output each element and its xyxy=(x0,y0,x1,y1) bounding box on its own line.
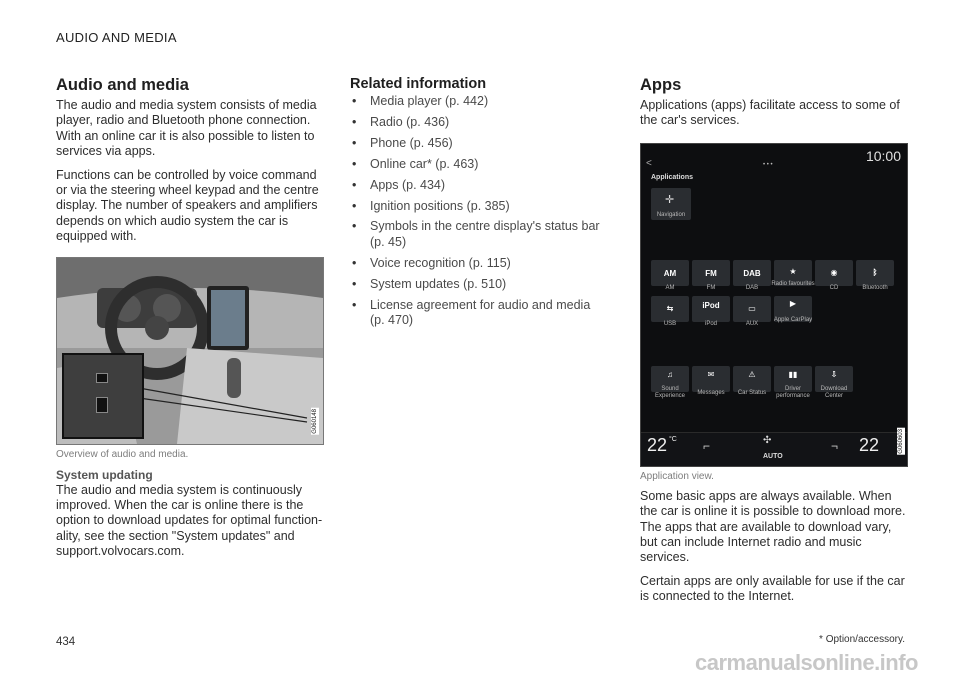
app-tile-bluetooth xyxy=(856,260,894,286)
related-link[interactable]: • System updates (p. 510) xyxy=(350,277,605,292)
app-label-ipod: iPod xyxy=(704,320,717,327)
apps-paragraph-3: Certain apps are only available for use if the car is connected to the Internet. xyxy=(640,573,905,604)
auto-label: AUTO xyxy=(763,452,783,460)
screen-code: G060603 xyxy=(898,428,904,454)
fan-icon: ✣ xyxy=(763,434,772,446)
related-link[interactable]: • Online car* (p. 463) xyxy=(350,157,605,172)
dashboard-photo xyxy=(56,257,324,445)
column-apps xyxy=(640,76,908,613)
back-icon: < xyxy=(646,157,652,169)
application-view-screenshot xyxy=(640,143,908,467)
photo-code: G060148 xyxy=(312,408,318,434)
related-link[interactable]: • Ignition positions (p. 385) xyxy=(350,199,605,214)
app-tile-cd xyxy=(815,260,853,286)
pager-dots-icon: • • • xyxy=(763,161,773,168)
app-label-car-status: Car Status xyxy=(737,389,767,396)
dab-icon: DAB xyxy=(743,268,761,278)
screenshot-caption: Application view. xyxy=(640,470,714,482)
app-label-bluetooth: Bluetooth xyxy=(862,284,888,291)
app-tile-car-status xyxy=(733,366,771,392)
aux-icon: ▭ xyxy=(748,303,756,313)
app-tile-dab xyxy=(733,260,771,286)
app-tile-am xyxy=(651,260,689,286)
section-title: Audio and media xyxy=(56,76,189,94)
download-icon: ⇩ xyxy=(830,369,838,379)
app-label-aux: AUX xyxy=(745,320,759,327)
column-related-information xyxy=(350,76,605,334)
message-icon: ✉ xyxy=(707,369,715,379)
inset-detail xyxy=(62,353,144,439)
watermark: carmanualsonline.info xyxy=(695,650,918,675)
intro-paragraph: The audio and media system consists of media player, radio and Bluetooth phone connection. With an online car it is also possible to listen to services via apps. xyxy=(56,98,317,159)
compass-icon: ✛ xyxy=(665,193,675,206)
photo-caption: Overview of audio and media. xyxy=(56,448,189,460)
music-icon: ♫ xyxy=(667,369,673,379)
apps-intro: Applications (apps) facilitate access to some of the car's services. xyxy=(640,98,900,128)
app-tile-messages xyxy=(692,366,730,392)
nav-label: Navigation xyxy=(656,211,686,218)
related-link[interactable]: • Voice recognition (p. 115) xyxy=(350,256,605,271)
screen-heading: Applications xyxy=(651,173,694,181)
app-label-dab: DAB xyxy=(745,284,759,291)
page-number: 434 xyxy=(56,636,76,648)
related-link[interactable]: • Apps (p. 434) xyxy=(350,178,605,193)
temp-unit: °C xyxy=(669,435,677,443)
app-label-sound: Sound Experience xyxy=(654,385,686,399)
temp-right: 22 xyxy=(859,434,880,455)
fm-icon: FM xyxy=(705,268,717,278)
app-label-cd: CD xyxy=(829,284,839,291)
aux-port-icon xyxy=(96,397,108,413)
related-link[interactable]: • License agreement for audio and media (p. 470) xyxy=(350,298,605,329)
bluetooth-icon: ᛒ xyxy=(872,267,878,277)
section-header: AUDIO AND MEDIA xyxy=(56,30,177,45)
bars-icon: ▮▮ xyxy=(788,369,798,379)
screen-time: 10:00 xyxy=(865,147,901,164)
footnote: * Option/accessory. xyxy=(819,634,905,645)
related-title: Related information xyxy=(350,76,487,92)
related-list xyxy=(350,94,605,328)
app-label-download-center: Download Center xyxy=(820,385,848,399)
climate-bar xyxy=(641,432,907,467)
usb-port-icon xyxy=(96,373,108,383)
app-label-fm: FM xyxy=(706,284,716,291)
app-tile-usb xyxy=(651,296,689,322)
app-label-am: AM xyxy=(665,284,675,291)
ipod-icon: iPod xyxy=(702,300,720,310)
seat-left-icon: ⌐ xyxy=(703,438,711,453)
updates-paragraph: The audio and media system is continuously improved. When the car is online there is the option to download updates for optimal function- ality, see the section "System updates" and support.volvocars.com. xyxy=(56,482,323,559)
subsection-title: System updating xyxy=(56,467,153,482)
app-label-carplay: Apple CarPlay xyxy=(773,316,813,323)
related-link[interactable]: • Media player (p. 442) xyxy=(350,94,605,109)
warning-icon: ⚠ xyxy=(748,369,756,379)
seat-right-icon: ¬ xyxy=(831,438,839,453)
related-link[interactable]: • Radio (p. 436) xyxy=(350,115,605,130)
star-icon: ★ xyxy=(789,266,797,276)
app-tile-ipod xyxy=(692,296,730,322)
column-audio-media xyxy=(56,76,324,568)
app-label-driver-performance: Driver performance xyxy=(776,385,810,399)
app-tile-aux xyxy=(733,296,771,322)
app-label-usb: USB xyxy=(663,320,677,327)
play-icon: ▶ xyxy=(789,298,797,308)
temp-left: 22 xyxy=(647,434,668,455)
apps-paragraph-2: Some basic apps are always available. When the car is online it is possible to download more. The apps that are available to download vary, but can include Internet radio and music services. xyxy=(640,488,906,565)
usb-icon: ⇆ xyxy=(666,303,674,313)
related-link[interactable]: • Symbols in the centre display's status bar (p. 45) xyxy=(350,219,605,250)
app-tile-fm xyxy=(692,260,730,286)
disc-icon: ◉ xyxy=(830,267,838,277)
app-label-messages: Messages xyxy=(697,389,725,396)
am-icon: AM xyxy=(663,268,677,278)
app-label-radio-favourites: Radio favourites xyxy=(771,280,815,287)
related-link[interactable]: • Phone (p. 456) xyxy=(350,136,605,151)
controls-paragraph: Functions can be controlled by voice command or via the steering wheel keypad and the centre display. The number of speakers and amplifiers depends on which audio system the car is equipped with. xyxy=(56,167,319,244)
apps-title: Apps xyxy=(640,76,682,94)
